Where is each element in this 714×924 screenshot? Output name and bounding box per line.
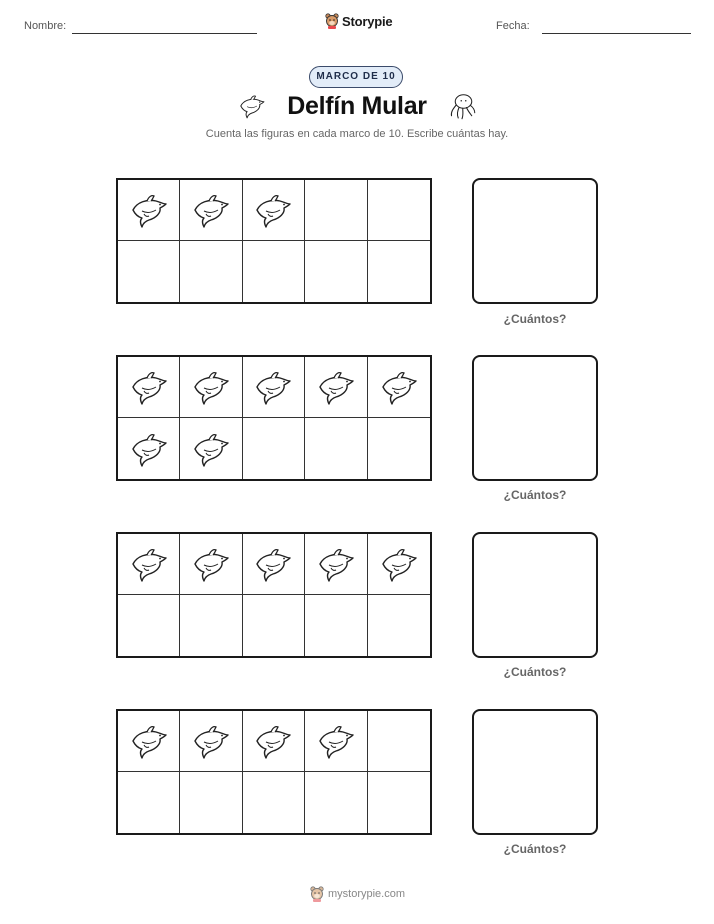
ten-frame-cell bbox=[243, 772, 305, 833]
ten-frame-cell bbox=[180, 241, 242, 302]
answer-label-2: ¿Cuántos? bbox=[503, 488, 567, 502]
ten-frame-cell bbox=[243, 241, 305, 302]
ten-frame-cell bbox=[305, 534, 367, 595]
answer-box-4[interactable] bbox=[472, 709, 598, 835]
ten-frame-cell bbox=[118, 534, 180, 595]
dolphin-icon bbox=[191, 367, 231, 407]
ten-frame-cell bbox=[180, 180, 242, 241]
ten-frame-cell bbox=[305, 357, 367, 418]
footer bbox=[310, 886, 405, 902]
ten-frame-cell bbox=[368, 534, 430, 595]
answer-box-1[interactable] bbox=[472, 178, 598, 304]
dolphin-icon bbox=[253, 367, 293, 407]
worksheet-type-badge: MARCO DE 10 bbox=[309, 66, 403, 88]
answer-label-1: ¿Cuántos? bbox=[503, 312, 567, 326]
dolphin-icon bbox=[191, 721, 231, 761]
date-label: Fecha: bbox=[496, 20, 530, 32]
ten-frame-cell bbox=[368, 711, 430, 772]
brand-logo bbox=[325, 13, 392, 29]
dolphin-icon bbox=[129, 190, 169, 230]
ten-frame-cell bbox=[305, 418, 367, 479]
ten-frame-2 bbox=[116, 355, 432, 481]
dolphin-icon bbox=[316, 367, 356, 407]
instructions: Cuenta las figuras en cada marco de 10. Escribe cuántas hay. bbox=[205, 128, 509, 140]
answer-label-4: ¿Cuántos? bbox=[503, 842, 567, 856]
ten-frame-cell bbox=[305, 595, 367, 656]
ten-frame-cell bbox=[305, 180, 367, 241]
dolphin-icon bbox=[191, 429, 231, 469]
ten-frame-cell bbox=[180, 595, 242, 656]
dolphin-icon bbox=[253, 721, 293, 761]
ten-frame-cell bbox=[368, 595, 430, 656]
ten-frame-cell bbox=[243, 180, 305, 241]
ten-frame-cell bbox=[368, 241, 430, 302]
ten-frame-cell bbox=[368, 357, 430, 418]
dolphin-icon bbox=[379, 367, 419, 407]
dolphin-icon bbox=[129, 721, 169, 761]
ten-frame-cell bbox=[243, 534, 305, 595]
ten-frame-cell bbox=[243, 418, 305, 479]
ten-frame-cell bbox=[243, 595, 305, 656]
ten-frame-cell bbox=[118, 772, 180, 833]
ten-frame-cell bbox=[118, 180, 180, 241]
dolphin-icon bbox=[129, 367, 169, 407]
ten-frame-cell bbox=[180, 534, 242, 595]
ten-frame-4 bbox=[116, 709, 432, 835]
dolphin-icon bbox=[191, 544, 231, 584]
ten-frame-cell bbox=[305, 772, 367, 833]
brand-name: Storypie bbox=[342, 13, 393, 29]
ten-frame-cell bbox=[118, 418, 180, 479]
ten-frame-cell bbox=[118, 595, 180, 656]
date-line[interactable] bbox=[542, 33, 691, 34]
ten-frame-cell bbox=[243, 357, 305, 418]
dolphin-icon bbox=[253, 190, 293, 230]
dolphin-icon bbox=[129, 544, 169, 584]
ten-frame-cell bbox=[180, 357, 242, 418]
dolphin-icon bbox=[191, 190, 231, 230]
dolphin-icon bbox=[129, 429, 169, 469]
ten-frame-cell bbox=[118, 711, 180, 772]
bear-mascot-icon bbox=[325, 13, 339, 29]
dolphin-icon bbox=[379, 544, 419, 584]
page-title: Delfín Mular bbox=[287, 92, 427, 120]
ten-frame-3 bbox=[116, 532, 432, 658]
octopus-icon bbox=[447, 91, 477, 121]
answer-box-2[interactable] bbox=[472, 355, 598, 481]
dolphin-icon bbox=[253, 544, 293, 584]
ten-frame-cell bbox=[118, 357, 180, 418]
answer-label-3: ¿Cuántos? bbox=[503, 665, 567, 679]
dolphin-icon bbox=[316, 721, 356, 761]
answer-box-3[interactable] bbox=[472, 532, 598, 658]
ten-frame-cell bbox=[368, 180, 430, 241]
ten-frame-cell bbox=[180, 418, 242, 479]
dolphin-icon bbox=[316, 544, 356, 584]
name-line[interactable] bbox=[72, 33, 257, 34]
ten-frame-cell bbox=[305, 241, 367, 302]
ten-frame-1 bbox=[116, 178, 432, 304]
name-label: Nombre: bbox=[24, 20, 67, 32]
ten-frame-cell bbox=[368, 772, 430, 833]
ten-frame-cell bbox=[243, 711, 305, 772]
ten-frame-cell bbox=[305, 711, 367, 772]
ten-frame-cell bbox=[118, 241, 180, 302]
bear-mascot-icon bbox=[310, 886, 324, 902]
ten-frame-cell bbox=[180, 711, 242, 772]
footer-url: mystorypie.com bbox=[328, 888, 406, 900]
ten-frame-cell bbox=[180, 772, 242, 833]
ten-frame-cell bbox=[368, 418, 430, 479]
